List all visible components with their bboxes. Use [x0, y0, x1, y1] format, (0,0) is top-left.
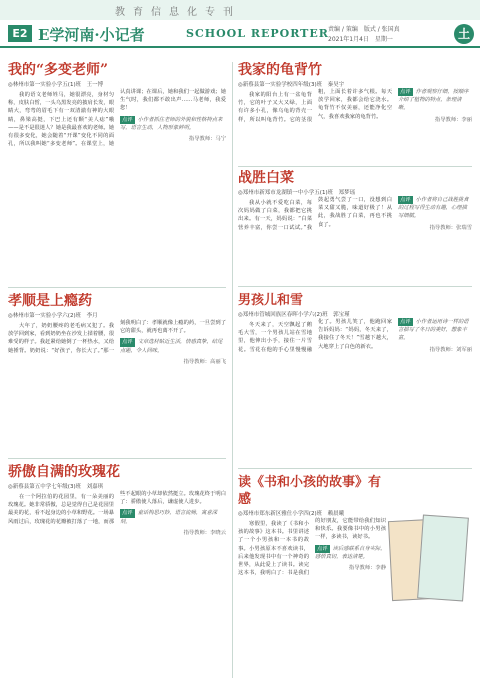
article-filial	[8, 293, 226, 455]
masthead	[0, 22, 480, 48]
teacher-comment	[315, 545, 386, 561]
article-body: 大年了，奶奶腰疼的老毛病又犯了。我放学回到家，看到奶奶坐在沙发上揉着腰，很难受的样子。我赶紧给她倒了一杯热水，又给她捶背。奶奶说：“好孩子，你长大了。”那一刻我明白了：孝顺就像上瘾的药，一旦尝到了它的甜头，就再也离不开了。	[8, 320, 226, 354]
article-title: 男孩儿和雪	[238, 293, 304, 308]
advisor: 指导教师：李静	[348, 565, 386, 572]
article-byline: ◎林州市第一实验小学五(1)班 王一博	[8, 82, 104, 88]
comment-text: 作者观察仔细，按顺序介绍了植物的特点，条理清晰。	[398, 89, 469, 112]
article-byline: ◎郑州市新郑市龙湖镇一中小学五(1)班 郑梦瑶	[238, 190, 356, 196]
article-title: 孝顺是上瘾药	[8, 293, 92, 309]
comment-text: 文章选材贴近生活，情感真挚，结尾点题，令人回味。	[120, 339, 223, 354]
article-title: 我家的龟背竹	[238, 62, 322, 78]
book-cover-icon	[417, 514, 469, 601]
editor-meta: 责编 / 策编 版式 / 张国真	[328, 26, 400, 33]
comment-text: 小作者将自己战胜挑食的过程写得生动有趣，心理描写细腻。	[398, 197, 469, 220]
page-number: E2	[8, 25, 32, 42]
comment-tag-icon: 点评	[122, 116, 133, 123]
comment-text: 小作者运用诗一样的语言描写了冬日的美好，想象丰富。	[398, 319, 469, 342]
teacher-comment	[398, 88, 472, 113]
banner-text: 教育信息化专刊	[115, 7, 241, 18]
comment-tag-icon: 点评	[400, 197, 411, 203]
advisor: 指导教师：刘军丽	[429, 346, 472, 353]
article-byline: ◎郑州市管城回族区春晖小学六(2)班 郭宝瑾	[238, 312, 350, 318]
book-cover-illustration	[390, 516, 468, 606]
article-turtle-plant	[238, 62, 472, 164]
article-cabbage	[238, 170, 472, 282]
comment-text: 童话构思巧妙，语言流畅，寓意深刻。	[120, 510, 218, 525]
teacher-comment	[398, 196, 472, 221]
article-byline: ◎郑州市郑东新区雅仕小学四(2)班 赖晨曦	[238, 511, 345, 517]
article-body: 我的语文老师姓马，她很漂亮，身材匀称，皮肤白皙，一头乌黑发亮的披肩长发，眼睛大，弯弯的眉毛下有一双清澈有神的大眼睛，鼻梁高挺，下巴上还有颗“美人痣”哦——是不是很迷人？她是我最喜欢的老师。她有很多变化，她会随着“开课”变化不同的面孔，所以我叫她“多变老师”。在课堂上，她认真讲课；在课后，她和我们一起做游戏；她生气时，我们都不敢出声……马老师，我爱您！	[8, 89, 226, 148]
brand-logo-icon: 土	[454, 24, 474, 44]
article-byline: ◎林州市第一实验小学六(2)班 李月	[8, 313, 98, 319]
row-divider	[238, 468, 472, 469]
row-divider	[8, 287, 226, 288]
article-proud-rose	[8, 464, 226, 680]
advisor: 指导教师：马宁	[188, 136, 226, 143]
comment-tag-icon: 点评	[122, 339, 133, 346]
article-multicolor-teacher	[8, 62, 226, 284]
article-byline: ◎新蔡县第一实验学校四年级(3)班 秦昊宇	[238, 82, 345, 88]
comment-tag-icon: 点评	[400, 319, 411, 325]
article-body: 冬天来了，天空飘起了鹅毛大雪，一个男孩儿站在雪地里，他伸出小手，接住一片雪花。雪花在他的手心里慢慢融化了。男孩儿笑了，他跑回家告诉妈妈：“妈妈，冬天来了，我接住了冬天！”雪越下越大，大地穿上了白色的新衣。	[238, 319, 392, 353]
advisor: 指导教师：李丽	[434, 116, 472, 123]
article-body: 我从小就不爱吃白菜，每次妈妈做了白菜，我都把它挑出来。有一天，妈妈说：“白菜营养丰富，你尝一口试试。”我鼓起勇气尝了一口，没想到白菜又甜又脆，味道好极了！从此，我战胜了白菜，再也不挑食了。	[238, 197, 392, 231]
column-divider	[232, 62, 233, 678]
row-divider	[8, 458, 226, 459]
article-title: 骄傲自满的玫瑰花	[8, 464, 120, 480]
row-divider	[238, 166, 472, 167]
comment-tag-icon: 点评	[400, 89, 411, 95]
section-title: E学河南·小记者	[38, 26, 145, 44]
banner	[0, 0, 480, 20]
comment-text: 小作者抓住老师的外貌和性格特点来写，语言生动，人物形象鲜明。	[120, 116, 223, 131]
advisor: 指导教师：李晓云	[183, 529, 226, 536]
article-title: 我的“多变老师”	[8, 62, 109, 78]
article-title: 战胜白菜	[238, 170, 294, 186]
date-meta: 2021年1月4日 星期一	[328, 36, 393, 43]
comment-tag-icon: 点评	[122, 510, 133, 517]
teacher-comment	[398, 318, 472, 343]
article-body: 我家的阳台上有一盆龟背竹，它的叶子又大又绿，上面有许多小孔，像乌龟的背壳一样，所以叫龟背竹。它的茎很粗，上面长着许多气根。每天放学回家，我都会给它浇水。龟背竹不仅美丽，还能净化空气，我喜欢我家的龟背竹。	[238, 89, 392, 123]
section-title-en: SCHOOL REPORTER	[186, 27, 329, 40]
comment-text: 读后感联系自身实际，感悟真切，表达清楚。	[315, 545, 386, 560]
article-body: 寒假里，我读了《书和小孩的故事》这本书。书里讲述了一个小男孩和一本书的故事。小男孩原本不喜欢读书，后来他发现书中有一个神奇的世界，从此爱上了读书。读完这本书，我明白了：书是我们的好朋友，它能带给我们知识和快乐。我要像书中的小男孩一样，多读书，读好书。	[238, 518, 386, 577]
teacher-comment	[120, 509, 226, 525]
article-book-review	[238, 474, 386, 680]
teacher-comment	[120, 338, 226, 354]
article-body: 在一个阿拉伯的花园里，有一朵美丽的玫瑰花。她非常骄傲，总是觉得自己是花园里最美的花，看不起身边的小草和野花。一场暴风雨过后，玫瑰花的花瓣被打落了一地，而那些不起眼的小草却依然挺立。玫瑰花终于明白了：骄傲使人落后，谦虚使人进步。	[8, 491, 226, 525]
row-divider	[238, 286, 472, 287]
article-byline: ◎新蔡县第五中学七年级(3)班 刘嘉琪	[8, 484, 104, 490]
article-title: 读《书和小孩的故事》有感	[238, 475, 382, 507]
article-boy-and-snow	[238, 292, 472, 464]
teacher-comment	[120, 116, 226, 132]
advisor: 指导教师：高丽飞	[183, 358, 226, 365]
comment-tag-icon: 点评	[317, 545, 328, 552]
advisor: 指导教师：张瑞雪	[429, 224, 472, 231]
